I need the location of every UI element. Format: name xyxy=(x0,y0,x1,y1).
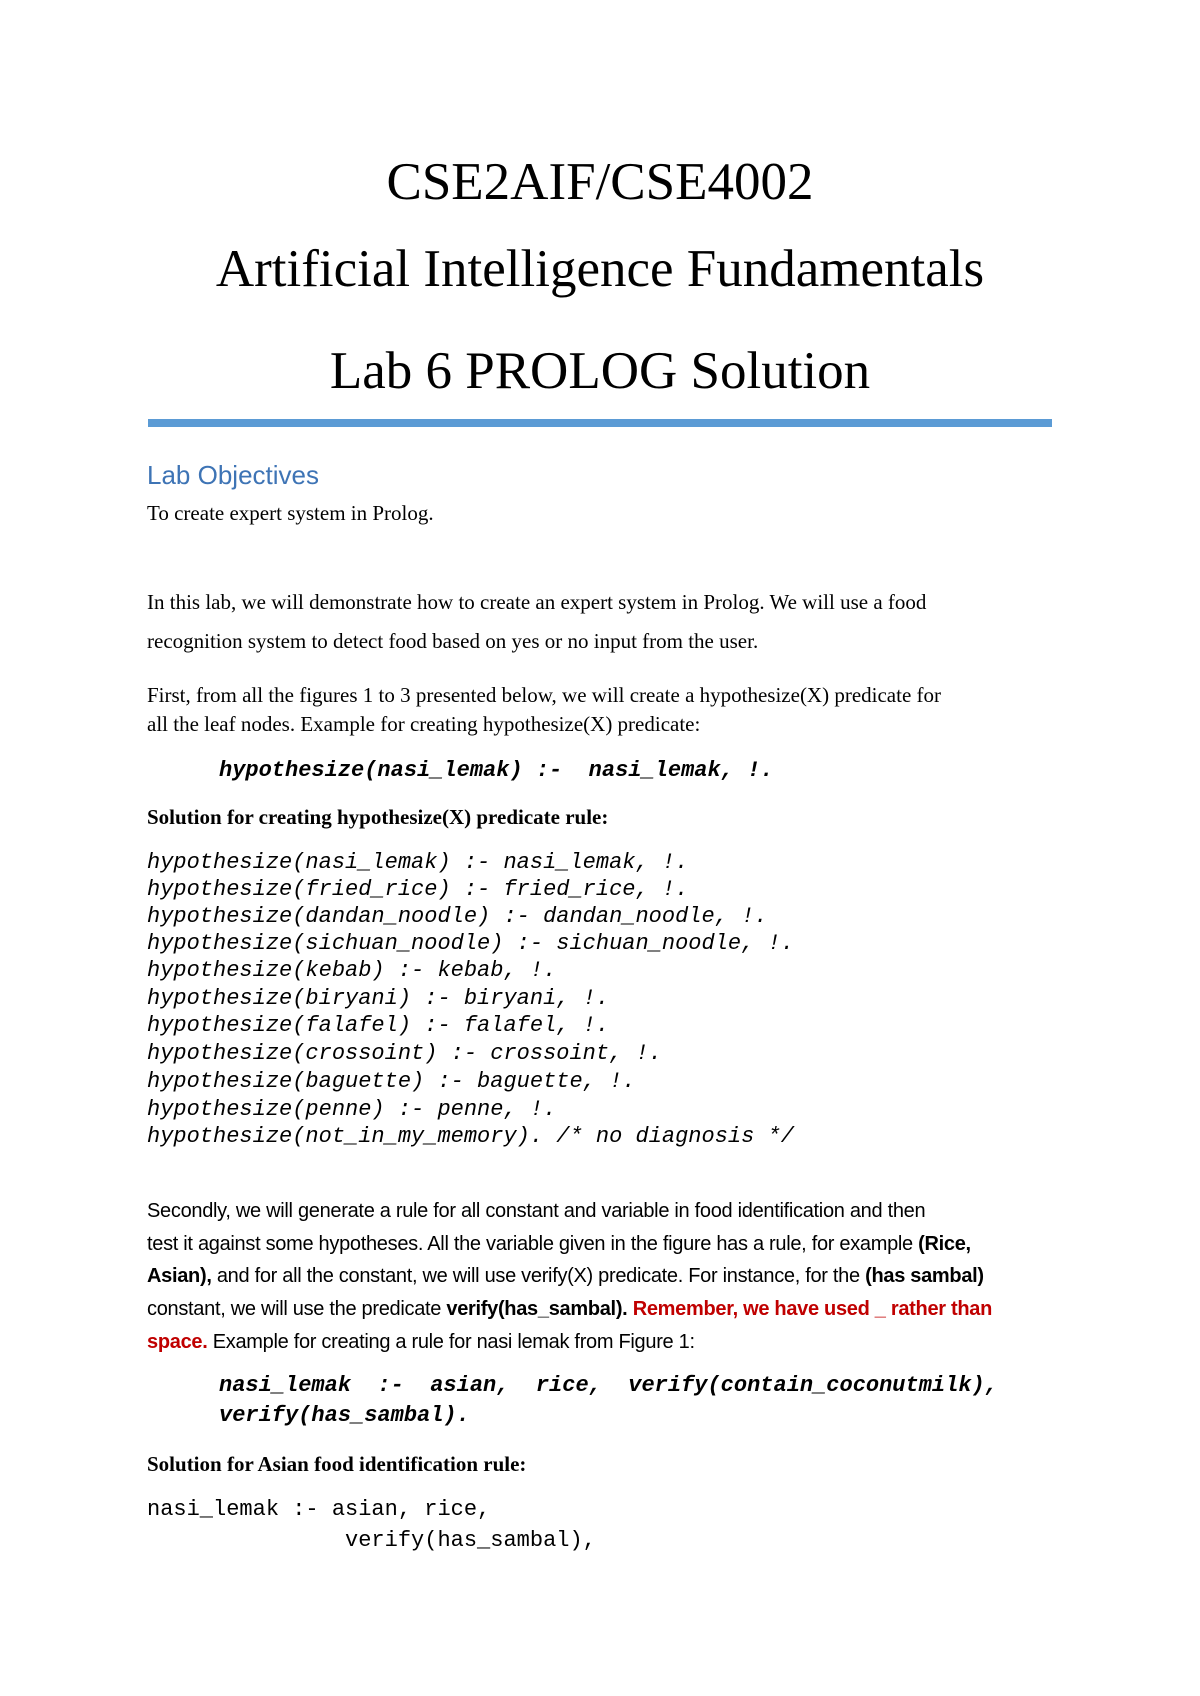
second-paragraph-line-3: Asian), and for all the constant, we will use verify(X) predicate. For instance, for the (has sambal) xyxy=(147,1265,984,1287)
code-line: hypothesize(crossoint) :- crossoint, !. xyxy=(147,1041,662,1066)
code-line: hypothesize(nasi_lemak) :- nasi_lemak, !. xyxy=(147,850,689,875)
second-paragraph-line-1: Secondly, we will generate a rule for all constant and variable in food identification and then xyxy=(147,1200,926,1222)
solution-asian-heading: Solution for Asian food identification rule: xyxy=(147,1452,527,1476)
title-divider xyxy=(148,419,1052,427)
second-paragraph-line-5: space. Example for creating a rule for nasi lemak from Figure 1: xyxy=(147,1331,695,1353)
code-line: hypothesize(falafel) :- falafel, !. xyxy=(147,1013,610,1038)
code-line: hypothesize(not_in_my_memory). /* no diagnosis */ xyxy=(147,1124,794,1149)
code-line: hypothesize(biryani) :- biryani, !. xyxy=(147,986,610,1011)
second-paragraph-line-2: test it against some hypotheses. All the variable given in the figure has a rule, for example (Rice, xyxy=(147,1233,971,1255)
asian-code-line-2: verify(has_sambal), xyxy=(147,1528,596,1553)
intro-line-1: In this lab, we will demonstrate how to create an expert system in Prolog. We will use a food xyxy=(147,590,927,614)
underscore-warning: Remember, we have used _ rather than xyxy=(627,1298,993,1320)
objectives-heading: Lab Objectives xyxy=(147,460,319,490)
solution-hypothesize-heading: Solution for creating hypothesize(X) predicate rule: xyxy=(147,805,609,829)
code-line: hypothesize(penne) :- penne, !. xyxy=(147,1097,557,1122)
course-code-title: CSE2AIF/CSE4002 xyxy=(386,153,814,211)
code-line: hypothesize(baguette) :- baguette, !. xyxy=(147,1069,636,1094)
code-line: hypothesize(kebab) :- kebab, !. xyxy=(147,958,557,983)
asian-code-line-1: nasi_lemak :- asian, rice, xyxy=(147,1497,491,1522)
intro-line-2: recognition system to detect food based on yes or no input from the user. xyxy=(147,629,759,653)
code-line: hypothesize(dandan_noodle) :- dandan_noodle, !. xyxy=(147,904,768,929)
code-line: hypothesize(fried_rice) :- fried_rice, !. xyxy=(147,877,689,902)
code-line: hypothesize(sichuan_noodle) :- sichuan_noodle, !. xyxy=(147,931,794,956)
first-line-2: all the leaf nodes. Example for creating hypothesize(X) predicate: xyxy=(147,712,701,736)
second-paragraph-line-4: constant, we will use the predicate verify(has_sambal). Remember, we have used _ rather than xyxy=(147,1298,993,1320)
first-line-1: First, from all the figures 1 to 3 presented below, we will create a hypothesize(X) predicate for xyxy=(147,683,942,707)
example-hypothesize-code: hypothesize(nasi_lemak) :- nasi_lemak, !. xyxy=(219,758,774,783)
example-nasi-lemak-line-2: verify(has_sambal). xyxy=(219,1403,470,1428)
example-nasi-lemak-line-1: nasi_lemak :- asian, rice, verify(contain_coconutmilk), xyxy=(219,1373,998,1398)
objectives-text: To create expert system in Prolog. xyxy=(147,501,434,525)
course-name-title: Artificial Intelligence Fundamentals xyxy=(215,240,985,298)
lab-title: Lab 6 PROLOG Solution xyxy=(329,342,871,400)
